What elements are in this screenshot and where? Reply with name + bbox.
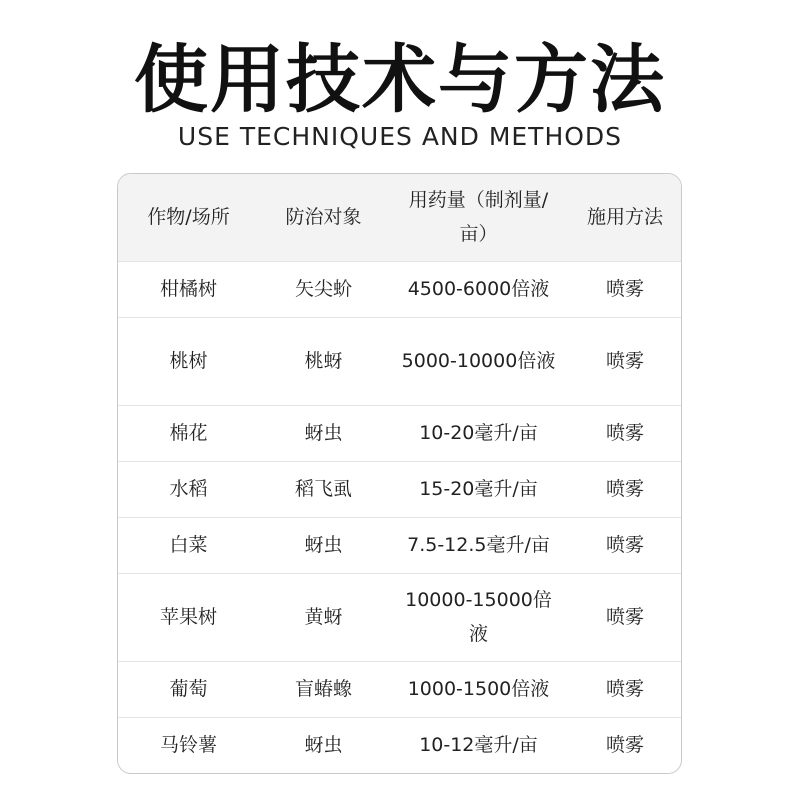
cell-dosage: 10-20毫升/亩 (419, 422, 538, 444)
cell-crop: 马铃薯 (159, 734, 217, 757)
cell-dosage: 7.5-12.5毫升/亩 (407, 534, 550, 556)
table-row (118, 261, 681, 317)
cell-target: 黄蚜 (304, 606, 343, 628)
cell-target: 桃蚜 (304, 350, 343, 372)
cell-dosage: 15-20毫升/亩 (419, 478, 538, 500)
cell-crop: 葡萄 (169, 678, 208, 700)
cell-target: 矢尖蚧 (294, 278, 352, 300)
cell-crop: 桃树 (169, 350, 208, 372)
table-row (118, 717, 681, 773)
cell-method: 喷雾 (605, 734, 644, 757)
cell-method: 喷雾 (605, 422, 644, 444)
column-header-method: 施用方法 (586, 206, 663, 229)
cell-target: 蚜虫 (304, 422, 343, 444)
cell-crop: 柑橘树 (159, 278, 217, 300)
cell-crop: 水稻 (169, 478, 208, 500)
cell-dosage: 4500-6000倍液 (407, 278, 550, 300)
cell-target: 蚜虫 (304, 534, 343, 556)
cell-method: 喷雾 (605, 534, 644, 556)
table-row (118, 405, 681, 461)
cell-dosage: 10000-15000倍液 (405, 589, 552, 645)
table-row (118, 573, 681, 661)
table-header-row (118, 174, 681, 261)
usage-table (118, 174, 681, 773)
table-row (118, 461, 681, 517)
table-row (118, 317, 681, 405)
cell-method: 喷雾 (605, 350, 644, 372)
page-subtitle: USE TECHNIQUES AND METHODS (177, 122, 623, 151)
cell-crop: 苹果树 (159, 606, 217, 628)
cell-target: 蚜虫 (304, 734, 343, 757)
column-header-target: 防治对象 (285, 206, 362, 229)
cell-dosage: 1000-1500倍液 (407, 678, 550, 700)
usage-table-card (117, 173, 682, 774)
cell-dosage: 10-12毫升/亩 (419, 734, 538, 757)
table-row (118, 661, 681, 717)
cell-target: 盲蝽蟓 (294, 678, 352, 700)
cell-method: 喷雾 (605, 606, 644, 628)
page-title: 使用技术与方法 (134, 37, 666, 123)
cell-method: 喷雾 (605, 678, 644, 700)
column-header-crop: 作物/场所 (147, 206, 230, 229)
cell-method: 喷雾 (605, 478, 644, 500)
table-row (118, 517, 681, 573)
column-header-dosage: 用药量（制剂量/亩） (408, 189, 549, 246)
cell-method: 喷雾 (605, 278, 644, 300)
cell-crop: 棉花 (169, 422, 208, 444)
cell-crop: 白菜 (169, 534, 208, 556)
cell-dosage: 5000-10000倍液 (401, 350, 556, 372)
cell-target: 稻飞虱 (294, 478, 352, 500)
